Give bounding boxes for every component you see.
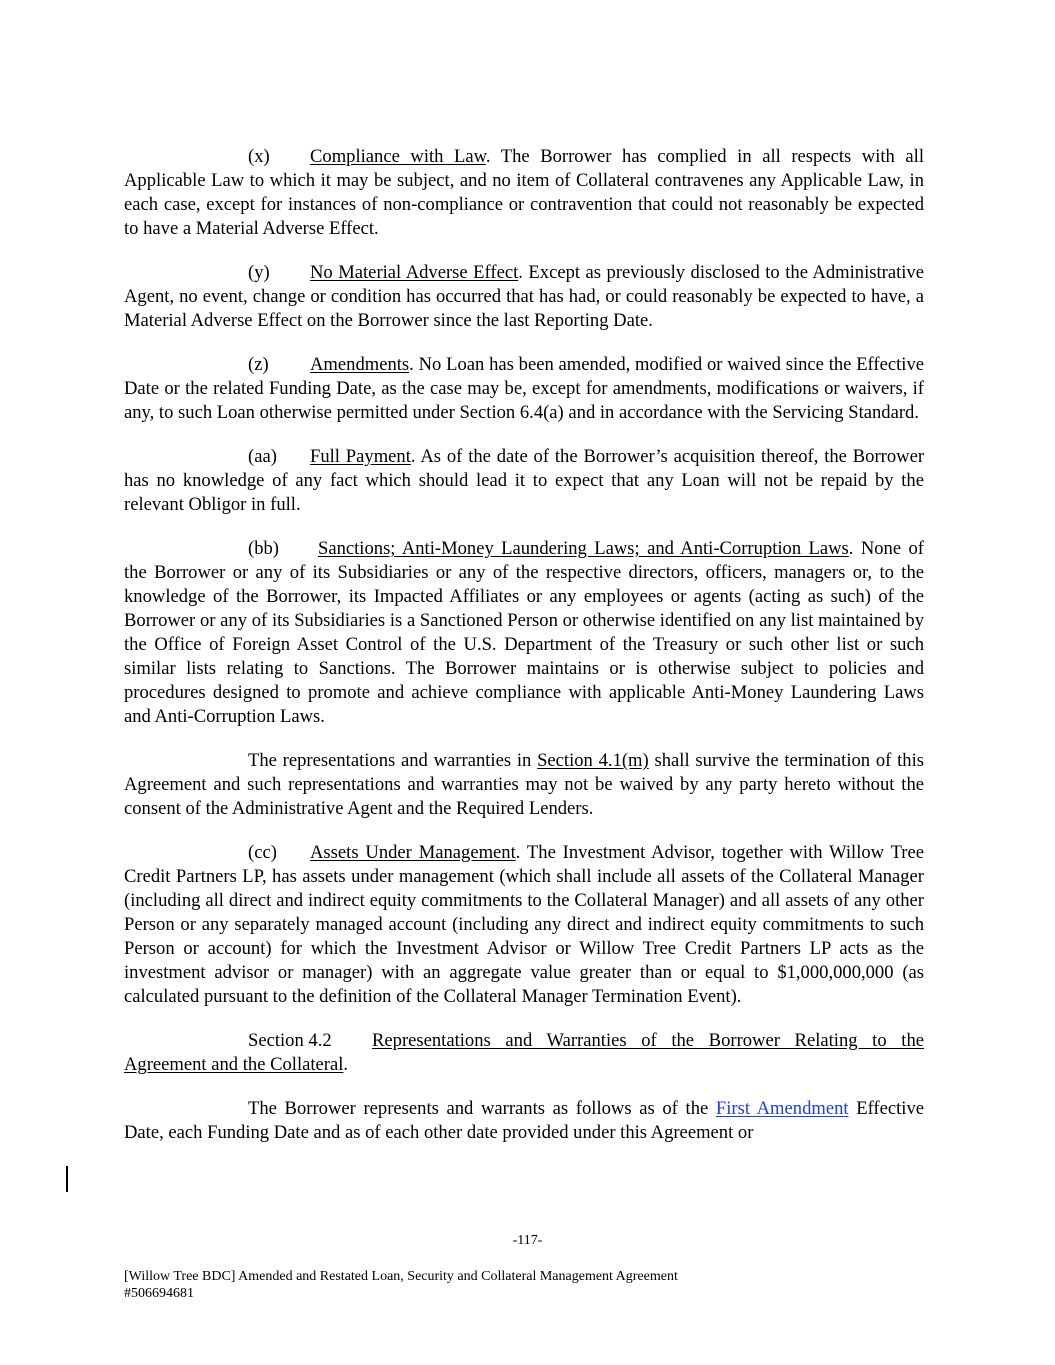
document-body <box>124 145 924 1165</box>
section-4-2-heading <box>124 1029 924 1077</box>
survival-text-post: shall survive the termination of this Agreement and such representations and warranties may not be waived by any party hereto without the consent of the Administrative Agent and the Required Lenders. <box>124 750 924 819</box>
final-text-pre: The Borrower represents and warrants as follows as of the <box>248 1098 716 1119</box>
clause-text: . As of the date of the Borrower’s acquisition thereof, the Borrower has no knowledge of any fact which should lead it to expect that any Loan will not be repaid by the relevant Obligor in full. <box>124 446 925 515</box>
paragraph-cc <box>124 841 924 1009</box>
clause-label: (aa) <box>248 446 277 467</box>
page-number: -117- <box>512 1233 543 1248</box>
clause-heading: No Material Adverse Effect <box>310 262 519 283</box>
section-label: Section 4.2 <box>248 1030 332 1051</box>
paragraph-bb <box>124 537 924 729</box>
clause-label: (x) <box>248 146 270 167</box>
clause-heading: Assets Under Management <box>310 842 516 863</box>
section-reference: Section 4.1(m) <box>537 750 649 771</box>
clause-heading: Amendments <box>310 354 410 375</box>
section-title: Representations and Warranties of the Borrower Relating to the Agreement and the Collateral <box>124 1030 924 1075</box>
final-text-post: Effective Date, each Funding Date and as of each other date provided under this Agreement or <box>124 1098 925 1143</box>
section-title-period: . <box>343 1054 349 1075</box>
clause-text: . None of the Borrower or any of its Subsidiaries or any of the respective directors, officers, managers or, to the knowledge of the Borrower, its Impacted Affiliates or any employees or agents (acting as such) of the Borrower or any of its Subsidiaries is a Sanctioned Person or otherwise identified on any list maintained by the Office of Foreign Asset Control of the U.S. Department of the Treasury or such other list or such similar lists relating to Sanctions. The Borrower maintains or is otherwise subject to policies and procedures designed to promote and achieve compliance with applicable Anti-Money Laundering Laws and Anti-Corruption Laws. <box>124 538 924 727</box>
clause-label: (cc) <box>248 842 277 863</box>
footer-title: [Willow Tree BDC] Amended and Restated Loan, Security and Collateral Management Agreement <box>124 1269 678 1284</box>
clause-heading: Compliance with Law <box>310 146 486 167</box>
paragraph-x <box>124 145 924 241</box>
clause-label: (z) <box>248 354 269 375</box>
clause-text: . No Loan has been amended, modified or waived since the Effective Date or the related Funding Date, as the case may be, except for amendments, modifications or waivers, if any, to such Loan otherwise permitted under Section 6.4(a) and in accordance with the Servicing Standard. <box>124 354 924 423</box>
paragraph-aa <box>124 445 924 517</box>
first-amendment-link[interactable]: First Amendment <box>715 1098 849 1119</box>
clause-text: . The Borrower has complied in all respects with all Applicable Law to which it may be subject, and no item of Collateral contravenes any Applicable Law, in each case, except for instances of non-compliance or contravention that could not reasonably be expected to have a Material Adverse Effect. <box>124 146 925 239</box>
clause-heading: Full Payment <box>310 446 411 467</box>
clause-text: . Except as previously disclosed to the Administrative Agent, no event, change or condition has occurred that has had, or could reasonably be expected to have, a Material Adverse Effect on the Borrower since the last Reporting Date. <box>124 262 924 331</box>
footer-doc-id: #506694681 <box>124 1286 194 1301</box>
paragraph-y <box>124 261 924 333</box>
revision-change-bar <box>66 1166 68 1192</box>
paragraph-final <box>124 1097 924 1145</box>
paragraph-survival <box>124 749 924 821</box>
footer <box>124 1268 924 1302</box>
clause-heading: Sanctions; Anti-Money Laundering Laws; and Anti-Corruption Laws <box>318 538 849 559</box>
clause-text: . The Investment Advisor, together with Willow Tree Credit Partners LP, has assets under management (which shall include all assets of the Collateral Manager (including all direct and indirect equity commitments to the Collateral Manager) and all assets of any other Person or any separately managed account (including any direct and indirect equity commitments to such Person or account) for which the Investment Advisor or Willow Tree Credit Partners LP acts as the investment advisor or manager) with an aggregate value greater than or equal to $1,000,000,000 (as calculated pursuant to the definition of the Collateral Manager Termination Event). <box>124 842 924 1007</box>
paragraph-z <box>124 353 924 425</box>
clause-label: (y) <box>248 262 270 283</box>
survival-text-pre: The representations and warranties in <box>248 750 538 771</box>
clause-label: (bb) <box>248 538 279 559</box>
